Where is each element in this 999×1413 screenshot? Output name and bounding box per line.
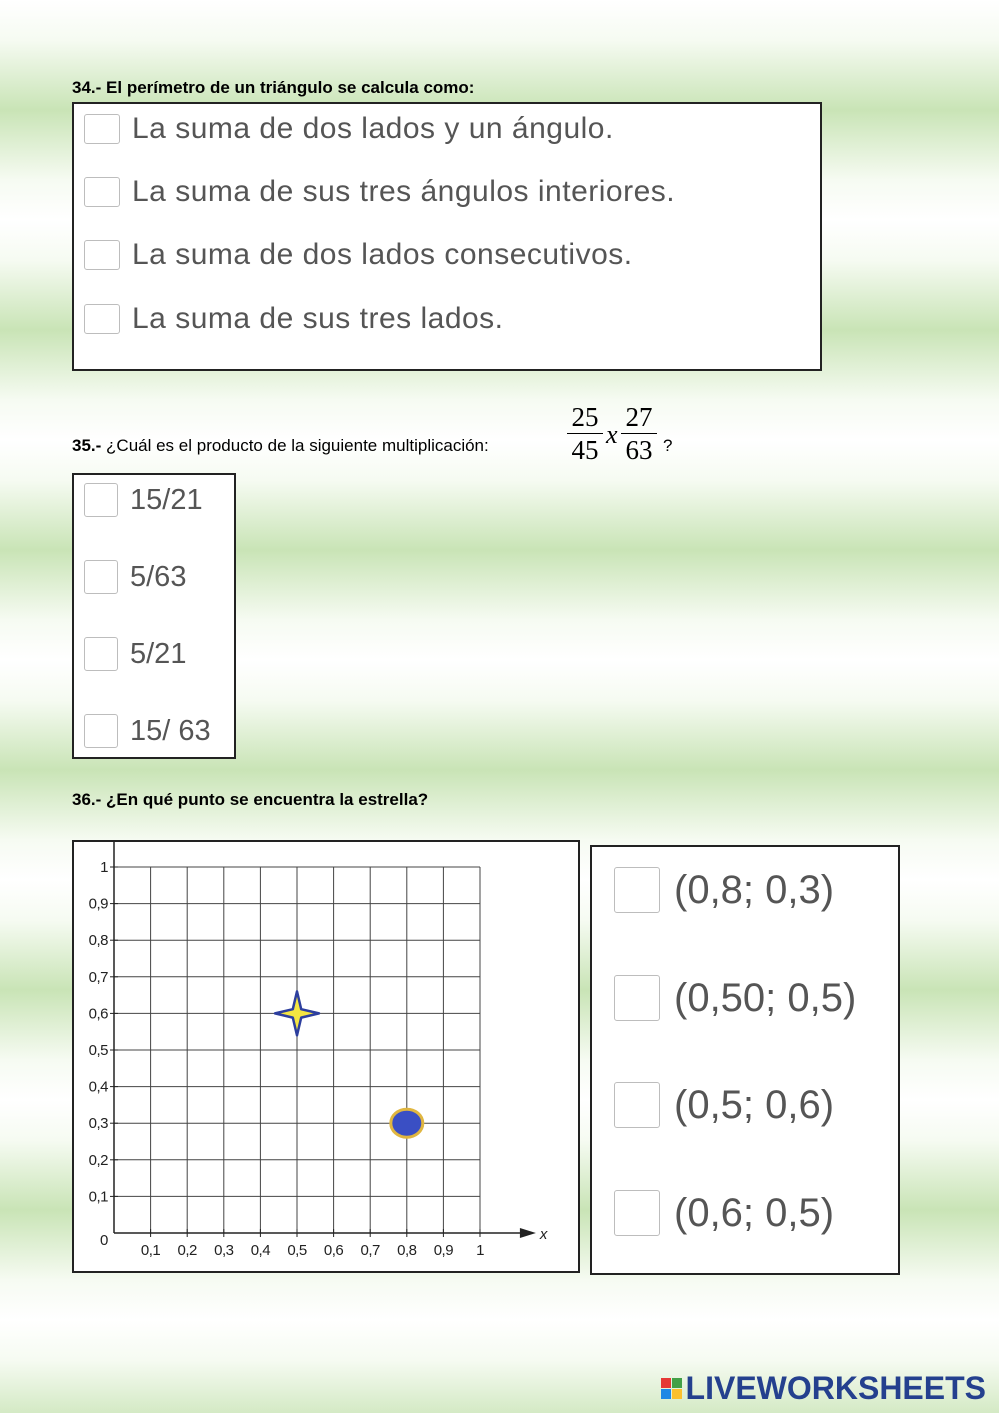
x-axis-arrow-icon (520, 1228, 536, 1238)
graph-box (72, 840, 580, 1273)
q35-options-box (72, 473, 236, 759)
q35-option-2-label: 5/63 (130, 560, 187, 593)
circle-point-icon (391, 1109, 423, 1137)
star-point-icon (275, 991, 319, 1035)
q35-option-2[interactable] (84, 560, 186, 594)
x-tick-label: 0,7 (360, 1242, 380, 1259)
y-tick-label: 1 (100, 859, 108, 876)
y-tick-label: 0,6 (88, 1005, 108, 1023)
q36-number: 36.- (72, 790, 102, 809)
q36-text: ¿En qué punto se encuentra la estrella? (106, 790, 429, 809)
q35-option-1[interactable] (84, 483, 203, 517)
y-tick-label: 0,1 (88, 1188, 108, 1206)
liveworksheets-logo[interactable] (661, 1370, 986, 1407)
q36-option-1-label: (0,8; 0,3) (674, 867, 835, 912)
q35-option-4[interactable] (84, 714, 211, 748)
q35-number: 35.- (72, 436, 102, 455)
y-tick-label: 0,8 (88, 932, 108, 950)
origin-label: 0 (100, 1232, 109, 1249)
x-tick-label: 1 (476, 1242, 484, 1259)
checkbox-icon[interactable] (614, 975, 660, 1021)
q35-option-1-label: 15/21 (130, 483, 203, 516)
x-axis-label: x (539, 1226, 548, 1243)
fraction-2 (621, 402, 657, 465)
q34-text: El perímetro de un triángulo se calcula como: (106, 78, 475, 97)
q36-option-3[interactable] (614, 1082, 834, 1128)
q34-option-4[interactable] (84, 302, 504, 336)
x-tick-label: 0,1 (140, 1242, 161, 1259)
x-tick-label: 0,3 (214, 1242, 234, 1259)
x-tick-label: 0,6 (323, 1242, 344, 1259)
y-tick-label: 0,5 (88, 1042, 108, 1059)
checkbox-icon[interactable] (84, 304, 120, 334)
q36-option-4-label: (0,6; 0,5) (674, 1190, 835, 1235)
fraction-2-numerator: 27 (625, 402, 653, 432)
multiply-operator: x (606, 420, 618, 449)
y-tick-label: 0,2 (88, 1151, 108, 1169)
fraction-bar (567, 433, 603, 434)
q35-option-4-label: 15/ 63 (130, 714, 211, 747)
checkbox-icon[interactable] (84, 114, 120, 144)
q34-title (72, 78, 474, 98)
fraction-1-denominator: 45 (571, 435, 599, 465)
y-tick-label: 0,3 (88, 1115, 108, 1133)
checkbox-icon[interactable] (84, 560, 118, 594)
checkbox-icon[interactable] (84, 483, 118, 517)
q35-option-3[interactable] (84, 637, 186, 671)
q35-option-3-label: 5/21 (130, 637, 187, 670)
x-tick-label: 0,8 (397, 1242, 417, 1259)
fraction-1 (567, 402, 603, 465)
q36-options-box (590, 845, 900, 1275)
fraction-bar (621, 433, 657, 434)
q34-option-1-label: La suma de dos lados y un ángulo. (132, 112, 614, 145)
checkbox-icon[interactable] (84, 177, 120, 207)
x-tick-label: 0,9 (433, 1242, 454, 1259)
q36-option-3-label: (0,5; 0,6) (674, 1082, 835, 1127)
q34-option-3[interactable] (84, 238, 633, 272)
y-tick-label: 0,7 (88, 968, 108, 986)
q34-option-1[interactable] (84, 112, 614, 146)
checkbox-icon[interactable] (84, 637, 118, 671)
x-tick-label: 0,2 (177, 1242, 197, 1259)
fraction-1-numerator: 25 (571, 402, 599, 432)
checkbox-icon[interactable] (614, 1190, 660, 1236)
q34-options-box (72, 102, 822, 371)
x-tick-label: 0,4 (250, 1242, 271, 1259)
q34-option-2-label: La suma de sus tres ángulos interiores. (132, 175, 676, 208)
q34-option-2[interactable] (84, 175, 675, 209)
checkbox-icon[interactable] (614, 1082, 660, 1128)
logo-text: LIVEWORKSHEETS (685, 1370, 986, 1406)
q35-text: ¿Cuál es el producto de la siguiente multiplicación: (106, 436, 489, 455)
q35-title (72, 436, 489, 456)
checkbox-icon[interactable] (84, 240, 120, 270)
x-tick-label: 0,5 (287, 1242, 307, 1259)
q34-number: 34.- (72, 78, 102, 97)
y-tick-label: 0,4 (88, 1078, 108, 1096)
q36-option-2-label: (0,50; 0,5) (674, 975, 857, 1020)
q36-option-4[interactable] (614, 1190, 834, 1236)
y-tick-label: 0,9 (88, 895, 108, 913)
q36-title (72, 790, 428, 810)
q35-question-mark: ? (663, 436, 673, 455)
checkbox-icon[interactable] (614, 867, 660, 913)
q34-option-3-label: La suma de dos lados consecutivos. (132, 238, 633, 271)
q36-option-2[interactable] (614, 975, 856, 1021)
checkbox-icon[interactable] (84, 714, 118, 748)
logo-icon (661, 1378, 682, 1399)
q34-option-4-label: La suma de sus tres lados. (132, 302, 504, 335)
coordinate-graph (74, 842, 578, 1271)
q36-option-1[interactable] (614, 867, 834, 913)
fraction-2-denominator: 63 (625, 435, 653, 465)
